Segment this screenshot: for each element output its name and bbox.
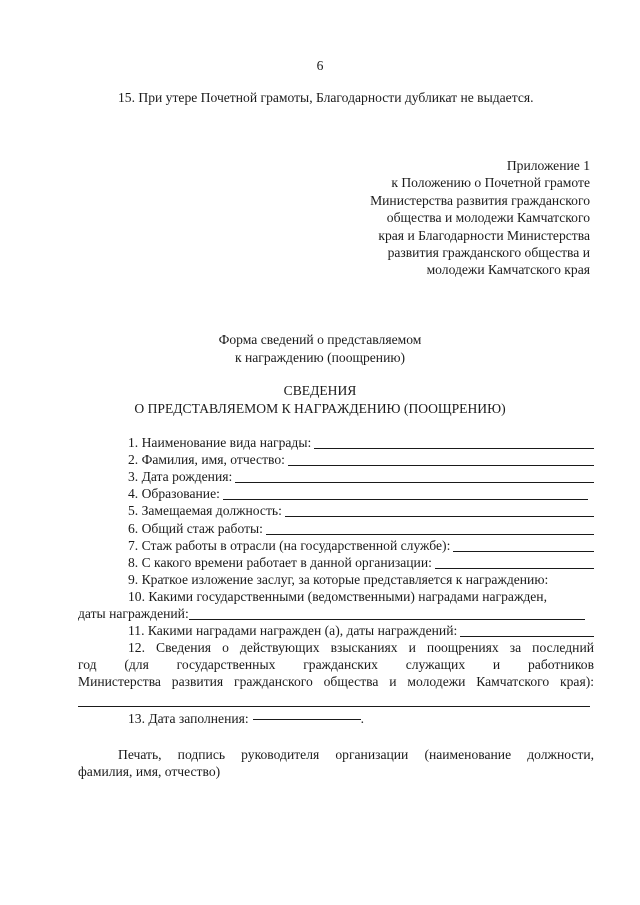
appendix-header [370, 157, 590, 279]
form-item-award-type [128, 434, 594, 451]
fill-line [189, 619, 585, 620]
appendix-line: к Положению о Почетной грамоте [391, 175, 590, 191]
svedenia-title [0, 382, 640, 417]
form-item-employment-since [128, 554, 594, 571]
fill-line [460, 636, 594, 637]
svedenia-title-line: СВЕДЕНИЯ [283, 383, 357, 398]
appendix-line: общества и молодежи Камчатского [386, 210, 590, 226]
page-number: 6 [316, 58, 324, 73]
field-label: 1. Наименование вида награды: [128, 435, 312, 450]
signature-line2: фамилия, имя, отчество) [78, 764, 221, 779]
form-item-total-experience [128, 520, 594, 537]
fill-line [223, 499, 588, 500]
field-label: 11. Какими наградами награжден (а), даты награждений: [128, 623, 458, 638]
field-label: 10. Какими государственными (ведомственными) наградами награжден, [128, 589, 547, 604]
form-item-penalties-line3 [78, 673, 594, 690]
field-label: год (для государственных гражданских служащих и работников [78, 657, 594, 672]
appendix-line: молодежи Камчатского края [426, 262, 590, 278]
form-item-penalties-line1 [128, 639, 594, 656]
fill-line [435, 568, 594, 569]
fill-line [285, 516, 594, 517]
field-label: 5. Замещаемая должность: [128, 503, 282, 518]
form-title-line: к награждению (поощрению) [234, 349, 406, 365]
form-item-education [128, 485, 588, 502]
fill-line [266, 534, 594, 535]
form-item-full-name [128, 451, 594, 468]
form-title-line: Форма сведений о представляемом [218, 332, 422, 347]
field-label: 9. Краткое изложение заслуг, за которые представляется к награждению: [128, 572, 549, 587]
fill-line [253, 719, 361, 720]
fill-line [314, 448, 594, 449]
signature-line1 [118, 746, 594, 763]
form-item-penalties-line2 [78, 656, 594, 673]
appendix-line: развития гражданского общества и [387, 245, 590, 261]
field-label: даты награждений: [78, 606, 189, 621]
field-label: 13. Дата заполнения: [128, 711, 249, 726]
fill-line [288, 465, 594, 466]
item-15-text: 15. При утере Почетной грамоты, Благодарности дубликат не выдается. [118, 90, 534, 105]
appendix-line: Министерства развития гражданского [370, 192, 590, 208]
field-label: Министерства развития гражданского общества и молодежи Камчатского края): [78, 674, 594, 689]
period: . [360, 711, 365, 726]
field-label: 12. Сведения о действующих взысканиях и поощрениях за последний [128, 640, 594, 655]
field-label: 3. Дата рождения: [128, 469, 233, 484]
form-item-other-awards [128, 622, 594, 639]
appendix-line: Приложение 1 [506, 158, 590, 173]
form-item-birth-date [128, 468, 594, 485]
field-label: 2. Фамилия, имя, отчество: [128, 452, 285, 467]
form-item-state-awards-dates [78, 605, 585, 622]
form-item-position [128, 502, 594, 519]
form-item-state-awards [128, 588, 594, 605]
fill-line [453, 551, 594, 552]
appendix-line: края и Благодарности Министерства [378, 227, 590, 243]
field-label: 6. Общий стаж работы: [128, 521, 263, 536]
field-label: 7. Стаж работы в отрасли (на государственной службе): [128, 538, 451, 553]
form-title [0, 331, 640, 366]
penalties-fill-line [78, 706, 590, 707]
form-item-fill-date [128, 710, 364, 727]
svedenia-title-line: О ПРЕДСТАВЛЯЕМОМ К НАГРАЖДЕНИЮ (ПООЩРЕНИЮ) [134, 400, 506, 416]
signature-text: Печать, подпись руководителя организации (наименование должности, [118, 747, 594, 762]
field-label: 4. Образование: [128, 486, 220, 501]
fill-line [235, 482, 594, 483]
form-item-merits [128, 571, 594, 588]
field-label: 8. С какого времени работает в данной организации: [128, 555, 432, 570]
form-item-industry-experience [128, 537, 594, 554]
